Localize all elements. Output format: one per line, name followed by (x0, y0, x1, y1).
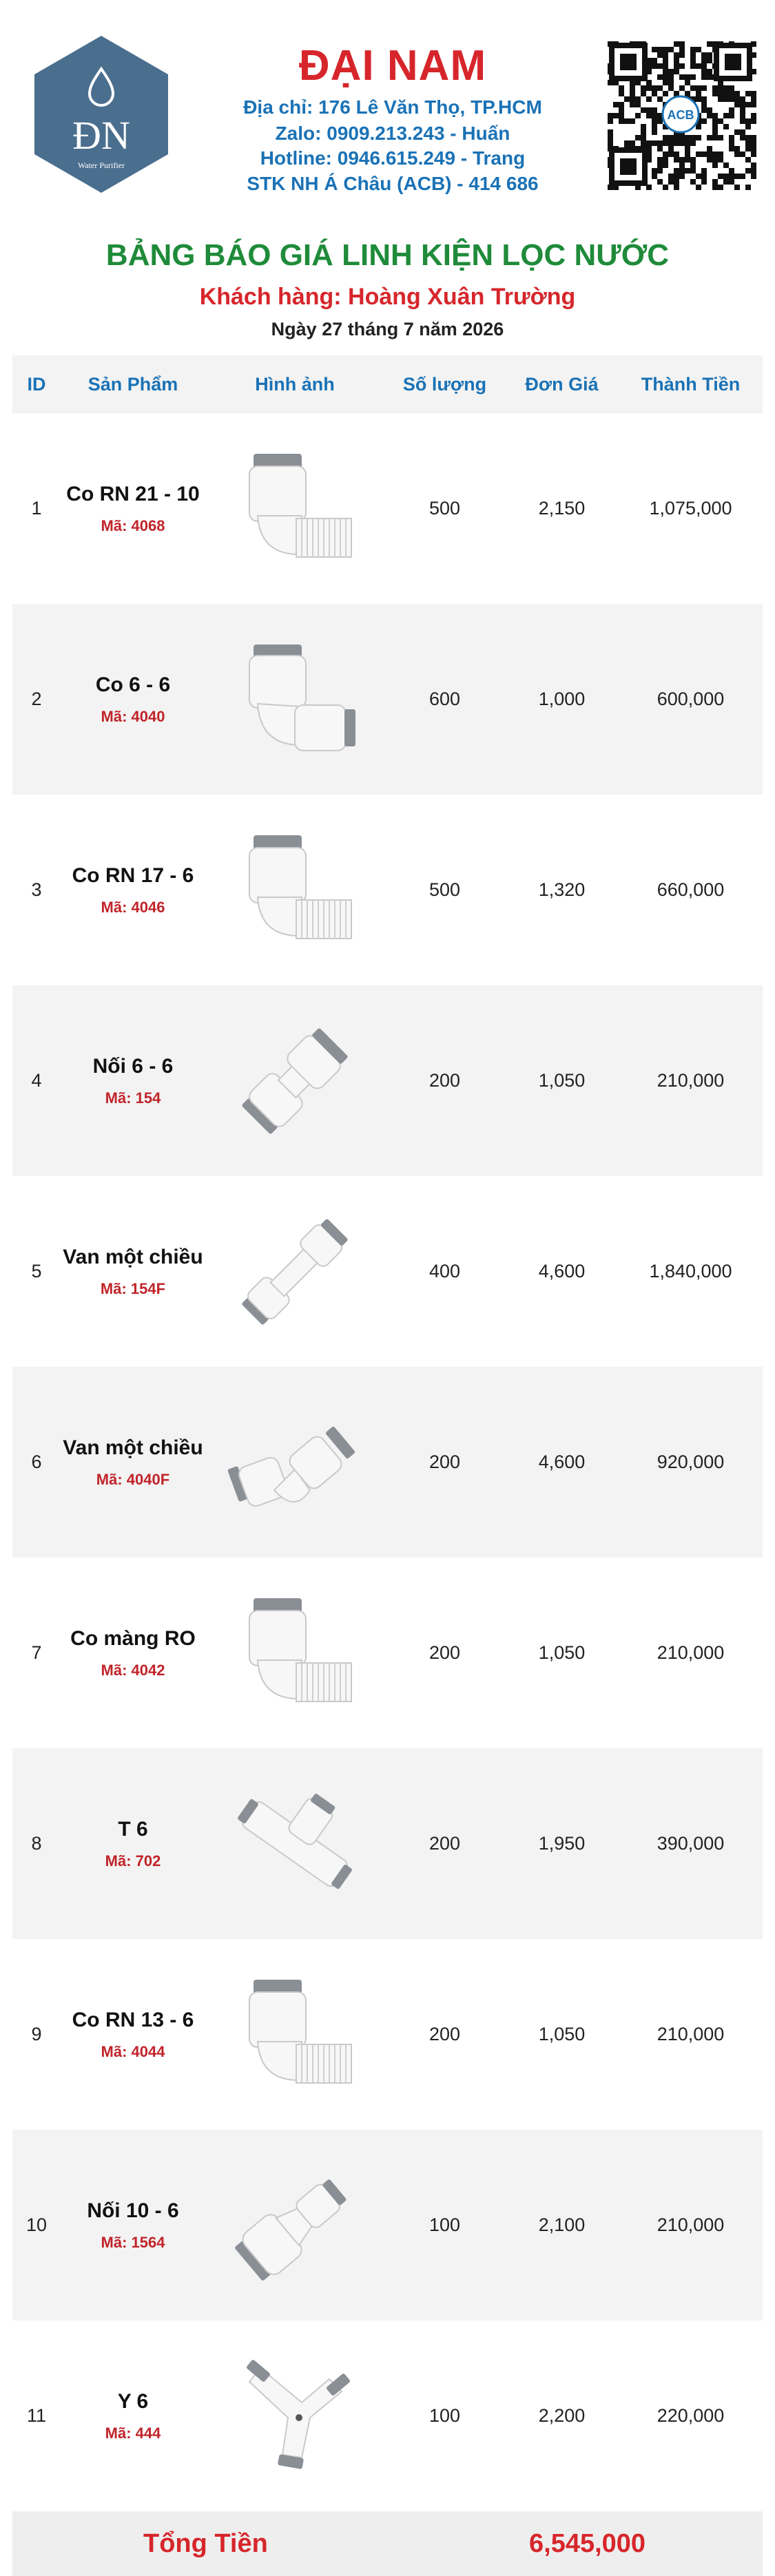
product-name: Co màng RO (70, 1626, 196, 1650)
unit-price: 2,150 (538, 498, 586, 519)
unit-price: 1,050 (538, 2024, 586, 2044)
zalo-contact: Zalo: 0909.213.243 - Huấn (275, 123, 510, 144)
product-cell (61, 483, 205, 535)
table-row (12, 1176, 763, 1367)
product-code: Mã: 4040F (96, 1470, 170, 1488)
document-title: BẢNG BÁO GIÁ LINH KIỆN LỌC NƯỚC (105, 238, 670, 272)
line-total: 920,000 (657, 1452, 725, 1472)
logo-subtext: Water Purifier (77, 160, 125, 170)
elbow-check-valve-icon (219, 1387, 371, 1538)
logo-text: ĐN (72, 113, 130, 158)
row-id: 2 (31, 689, 42, 709)
product-image-cell (205, 1196, 384, 1348)
total-label: Tổng Tiền (143, 2528, 268, 2558)
line-total: 660,000 (657, 879, 725, 900)
table-row (12, 795, 763, 985)
qr-bank-label: ACB (667, 108, 694, 122)
row-id: 3 (31, 879, 42, 900)
unit-price: 2,100 (538, 2214, 586, 2235)
row-id: 5 (31, 1261, 42, 1281)
header-id: ID (27, 373, 46, 395)
quantity: 100 (428, 2214, 461, 2235)
brand-name: ĐẠI NAM (298, 42, 487, 90)
product-name: T 6 (118, 1817, 148, 1841)
company-logo (30, 33, 172, 196)
table-row (12, 2321, 763, 2511)
reducer-connector-icon (219, 2150, 371, 2301)
row-id: 9 (31, 2024, 42, 2044)
payment-qr-code (605, 39, 756, 190)
quantity: 200 (428, 1833, 461, 1854)
table-row (12, 1748, 763, 1939)
line-total: 210,000 (657, 2214, 725, 2235)
row-id: 8 (31, 1833, 42, 1854)
elbow-thread-fitting-icon (219, 433, 371, 585)
product-name: Van một chiều (63, 1245, 203, 1268)
header-image: Hình ảnh (255, 373, 335, 395)
hotline: Hotline: 0946.615.249 - Trang (260, 147, 526, 169)
table-row (12, 1558, 763, 1748)
table-header (12, 355, 763, 413)
product-code: Mã: 154F (100, 1279, 166, 1297)
product-name: Co 6 - 6 (95, 673, 171, 696)
product-cell (61, 1246, 205, 1298)
unit-price: 1,950 (538, 1833, 586, 1854)
elbow-thread-fitting-icon (219, 815, 371, 966)
row-id: 1 (31, 498, 42, 519)
product-name: Co RN 21 - 10 (66, 482, 200, 505)
quantity: 200 (428, 2024, 461, 2044)
quantity: 200 (428, 1642, 461, 1663)
header-quantity: Số lượng (402, 373, 487, 395)
product-name: Co RN 17 - 6 (72, 863, 194, 887)
table-row (12, 604, 763, 795)
product-image-cell (205, 1578, 384, 1729)
row-id: 11 (26, 2405, 47, 2426)
product-cell (61, 864, 205, 917)
price-table (12, 355, 763, 2511)
product-code: Mã: 4042 (101, 1661, 165, 1679)
quantity: 200 (428, 1452, 461, 1472)
header-total: Thành Tiền (641, 373, 741, 395)
product-name: Nối 6 - 6 (92, 1054, 174, 1078)
table-row (12, 413, 763, 604)
customer-name: Khách hàng: Hoàng Xuân Trường (199, 284, 576, 310)
row-id: 7 (31, 1642, 42, 1663)
product-code: Mã: 4046 (101, 898, 165, 916)
unit-price: 1,050 (538, 1642, 586, 1663)
unit-price: 1,320 (538, 879, 586, 900)
product-code: Mã: 702 (105, 1852, 161, 1870)
product-code: Mã: 154 (105, 1089, 161, 1107)
quantity: 600 (428, 689, 461, 709)
straight-connector-icon (219, 1005, 371, 1157)
unit-price: 1,000 (538, 689, 586, 709)
line-total: 220,000 (657, 2405, 725, 2426)
product-image-cell (205, 2150, 384, 2301)
product-name: Nối 10 - 6 (87, 2199, 179, 2222)
product-cell (61, 1818, 205, 1870)
line-total: 390,000 (657, 1833, 725, 1854)
row-id: 4 (31, 1070, 42, 1091)
line-total: 600,000 (657, 689, 725, 709)
elbow-thread-fitting-icon (219, 1959, 371, 2111)
product-cell (61, 1436, 205, 1489)
elbow-thread-fitting-icon (219, 1578, 371, 1729)
header-product: Sản Phẩm (87, 373, 178, 395)
product-name: Y 6 (117, 2389, 149, 2413)
quantity: 200 (428, 1070, 461, 1091)
table-row (12, 2130, 763, 2321)
row-id: 6 (31, 1452, 42, 1472)
line-total: 1,840,000 (649, 1261, 732, 1281)
table-row (12, 1367, 763, 1558)
header-unit-price: Đơn Giá (525, 373, 599, 395)
total-row (12, 2511, 763, 2576)
product-image-cell (205, 433, 384, 585)
quantity: 400 (428, 1261, 461, 1281)
y-fitting-icon (219, 2341, 371, 2492)
elbow-fitting-icon (219, 624, 371, 775)
tee-fitting-icon (219, 1768, 371, 1920)
address: Địa chỉ: 176 Lê Văn Thọ, TP.HCM (243, 96, 542, 118)
product-cell (61, 1627, 205, 1679)
unit-price: 2,200 (538, 2405, 586, 2426)
unit-price: 4,600 (538, 1452, 586, 1472)
product-image-cell (205, 1959, 384, 2111)
product-image-cell (205, 1387, 384, 1538)
unit-price: 1,050 (538, 1070, 586, 1091)
product-cell (61, 1055, 205, 1107)
table-row (12, 1939, 763, 2130)
product-name: Van một chiều (63, 1436, 203, 1459)
table-body (12, 413, 763, 2511)
product-image-cell (205, 1005, 384, 1157)
line-total: 1,075,000 (649, 498, 732, 519)
check-valve-icon (219, 1196, 371, 1348)
product-image-cell (205, 624, 384, 775)
product-cell (61, 673, 205, 726)
quote-date: Ngày 27 tháng 7 năm 2026 (271, 319, 504, 339)
line-total: 210,000 (657, 2024, 725, 2044)
table-row (12, 985, 763, 1176)
row-id: 10 (25, 2214, 48, 2235)
product-code: Mã: 4044 (101, 2042, 165, 2060)
unit-price: 4,600 (538, 1261, 586, 1281)
product-code: Mã: 1564 (101, 2233, 165, 2251)
line-total: 210,000 (657, 1070, 725, 1091)
product-code: Mã: 4068 (101, 516, 165, 534)
product-image-cell (205, 1768, 384, 1920)
quantity: 500 (428, 879, 461, 900)
total-value: 6,545,000 (529, 2528, 646, 2558)
product-image-cell (205, 2341, 384, 2492)
product-code: Mã: 4040 (101, 707, 165, 725)
product-cell (61, 2199, 205, 2252)
product-cell (61, 2009, 205, 2061)
quantity: 500 (428, 498, 461, 519)
bank-account: STK NH Á Châu (ACB) - 414 686 (247, 173, 539, 194)
product-cell (61, 2390, 205, 2442)
line-total: 210,000 (657, 1642, 725, 1663)
product-name: Co RN 13 - 6 (72, 2008, 194, 2031)
quantity: 100 (428, 2405, 461, 2426)
product-image-cell (205, 815, 384, 966)
product-code: Mã: 444 (105, 2424, 161, 2442)
